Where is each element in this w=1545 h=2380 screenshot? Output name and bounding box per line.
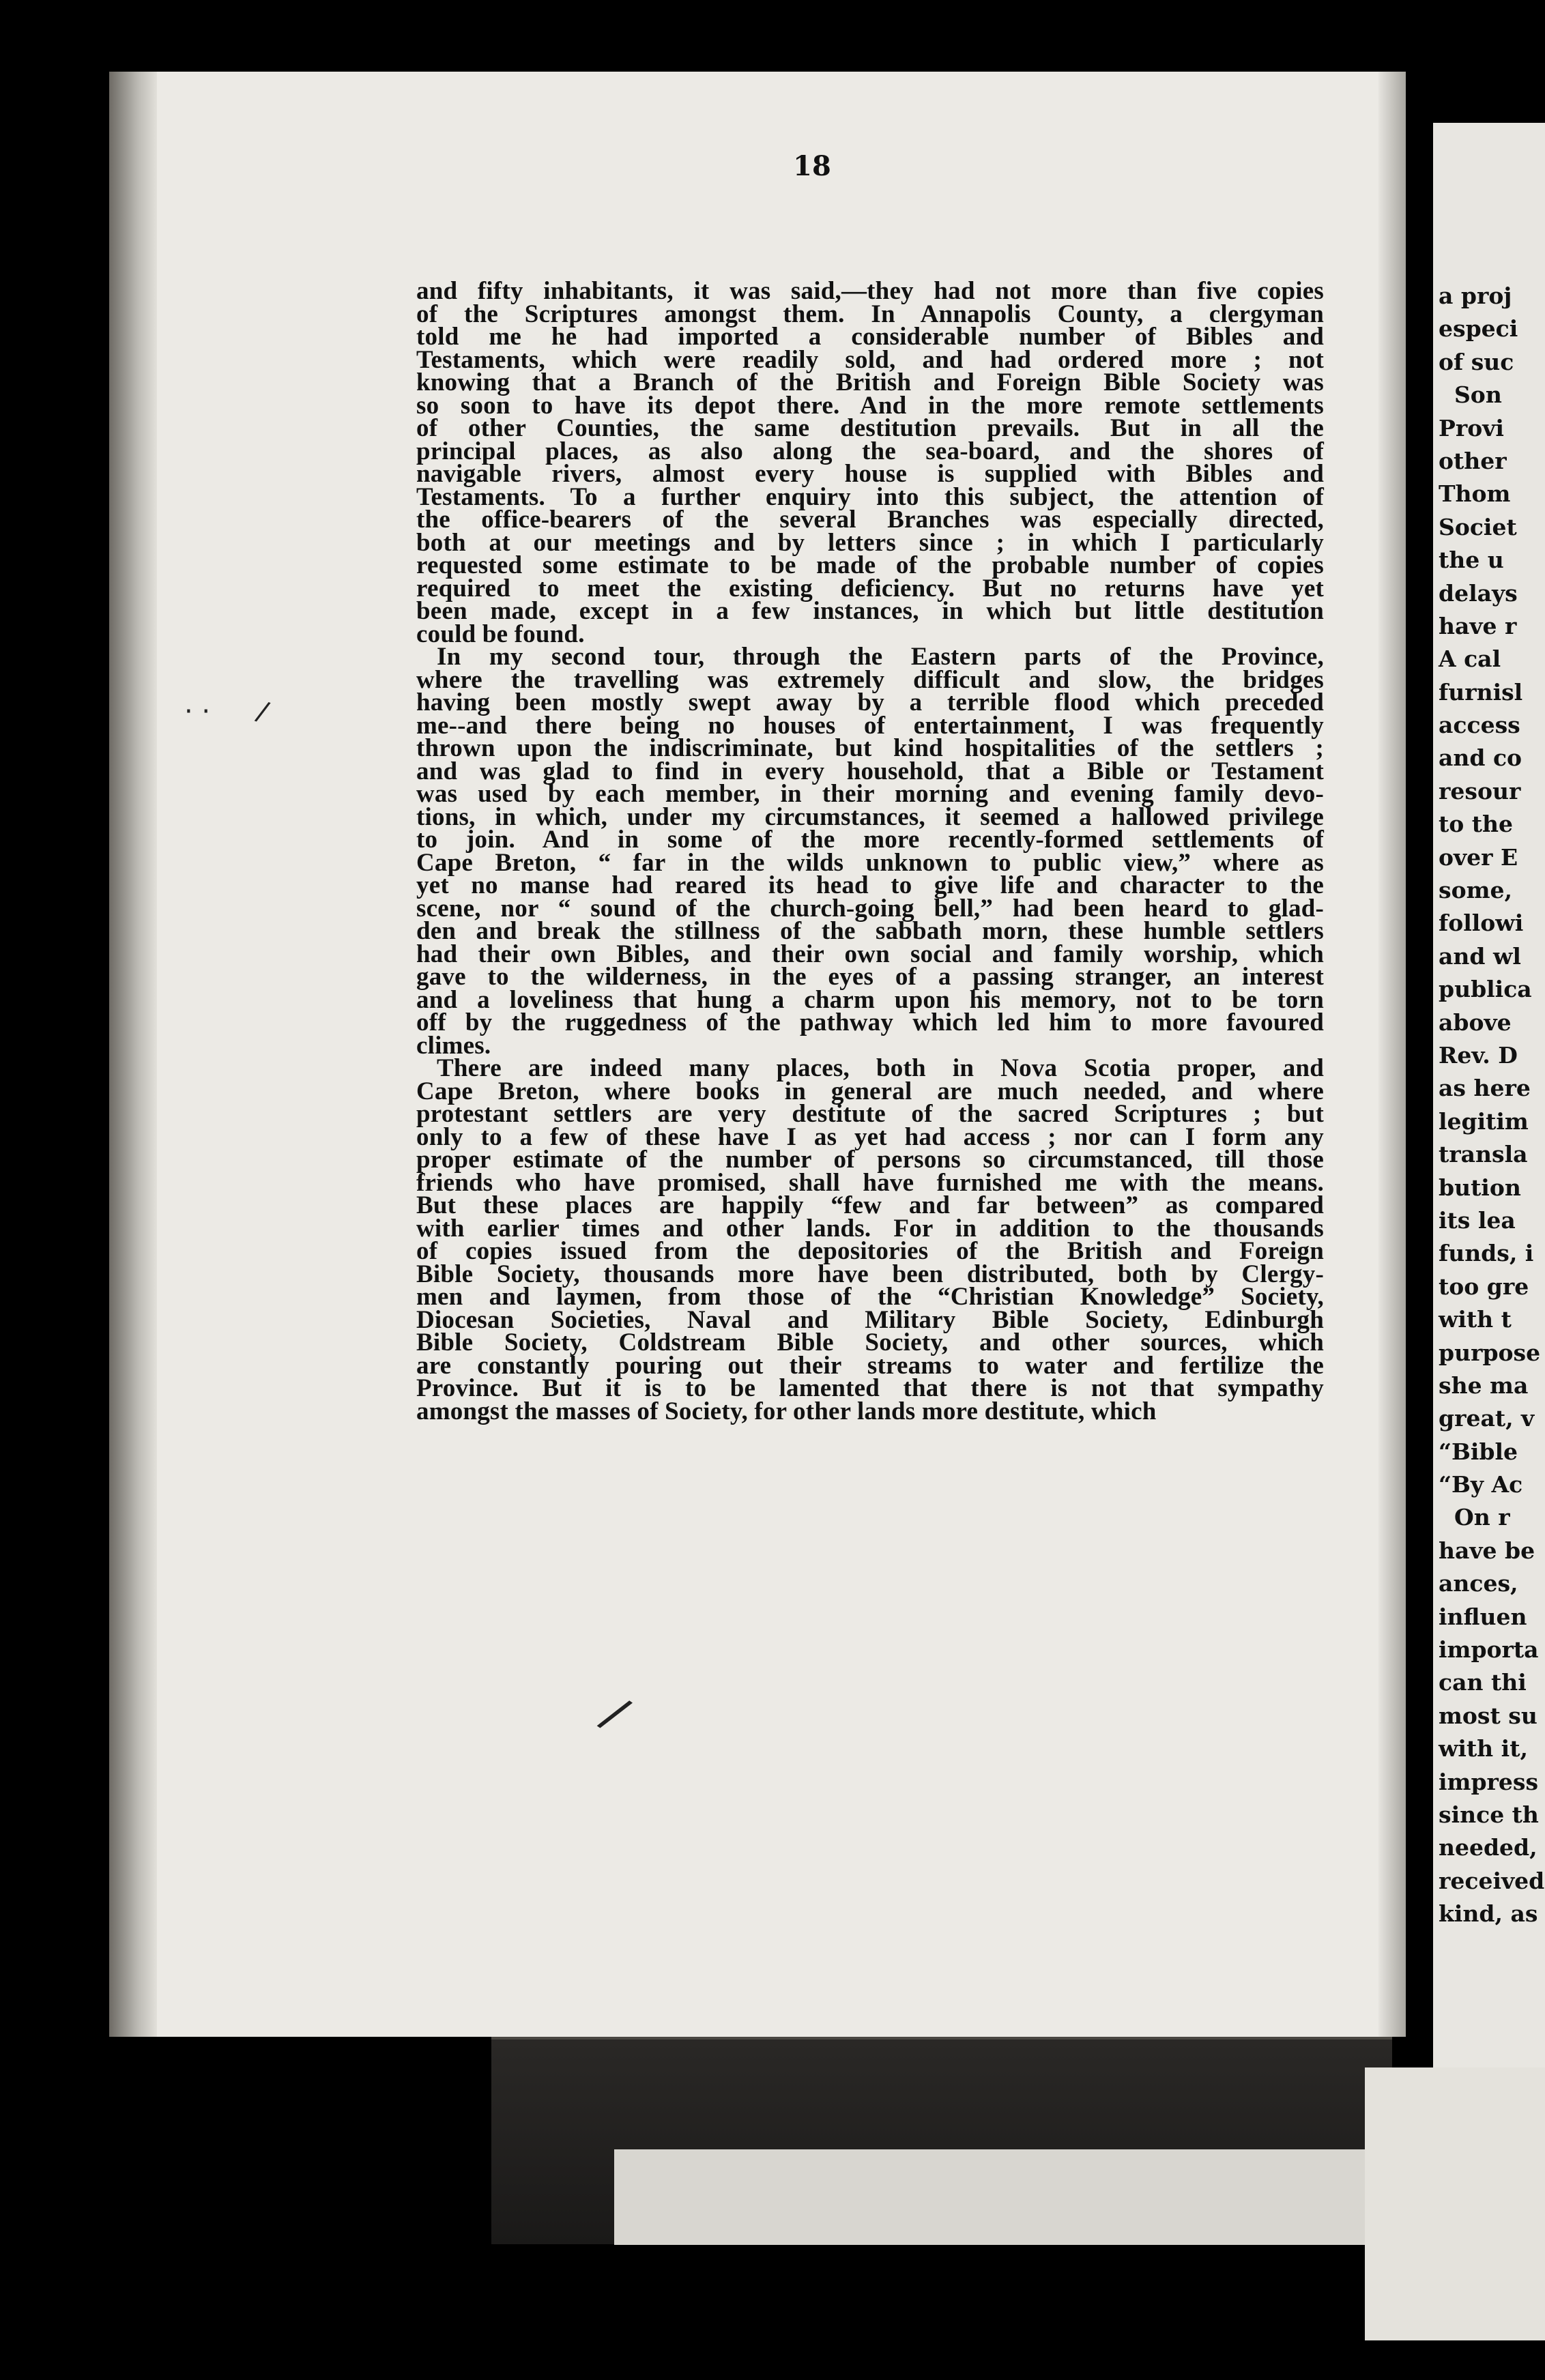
text-line: Cape Breton, “ far in the wilds unknown to public view,” where as [416,848,1324,877]
facing-page-line: some, [1439,877,1512,904]
facing-page-line: needed, [1439,1834,1537,1861]
facing-page-line: transla [1439,1141,1528,1168]
text-line: In my second tour, through the Eastern parts of the Province, [437,643,1324,671]
facing-page-line: A cal [1439,645,1501,673]
facing-page-line: above [1439,1008,1512,1036]
text-line: climes. [416,1031,491,1060]
text-line: thrown upon the indiscriminate, but kind hospitalities of the settlers ; [416,734,1324,762]
facing-page-line: Thom [1439,480,1511,508]
facing-page-line: too gre [1439,1273,1529,1300]
facing-page-line: ances, [1439,1570,1518,1597]
text-line: the office-bearers of the several Branches was especially directed, [416,506,1324,534]
page-body-text [416,277,1324,1425]
text-line: navigable rivers, almost every house is supplied with Bibles and [416,460,1324,488]
text-line: was used by each member, in their morning and evening family devo- [416,780,1324,808]
text-line: den and break the stillness of the sabbath morn, these humble settlers [416,917,1324,945]
text-line: knowing that a Branch of the British and Foreign Bible Society was [416,368,1324,396]
text-line: and a loveliness that hung a charm upon his memory, not to be torn [416,985,1324,1014]
text-line: both at our meetings and by letters since ; in which I particularly [416,528,1324,557]
text-line: and fifty inhabitants, it was said,—they had not more than five copies [416,277,1324,305]
page-number: 18 [793,150,831,182]
text-line: Cape Breton, where books in general are much needed, and where [416,1077,1324,1105]
facing-page-line: legitim [1439,1107,1529,1135]
margin-pencil-stroke: / [252,695,272,728]
text-line: and was glad to find in every household, that a Bible or Testament [416,757,1324,785]
text-line: having been mostly swept away by a terrible flood which preceded [416,688,1324,716]
facing-page-line: Son [1439,381,1502,409]
facing-page-line: to the [1439,811,1513,838]
binding-strip-paper [614,2149,1378,2245]
facing-page-line: received [1439,1867,1545,1894]
text-line: protestant settlers are very destitute of the sacred Scriptures ; but [416,1100,1324,1128]
text-line: of the Scriptures amongst them. In Annapolis County, a clergyman [416,300,1324,328]
facing-page-line: most su [1439,1702,1537,1729]
facing-page-line: with t [1439,1306,1512,1333]
text-line: to join. And in some of the more recently-formed settlements of [416,826,1324,854]
facing-page-line: funds, i [1439,1240,1534,1267]
text-line: are constantly pouring out their streams to water and fertilize the [416,1351,1324,1380]
facing-page-line: the u [1439,547,1504,574]
facing-page-line: “Bible [1439,1438,1518,1465]
text-line: off by the ruggedness of the pathway which led him to more favoured [416,1008,1324,1036]
facing-page-line: she ma [1439,1372,1529,1399]
text-line: gave to the wilderness, in the eyes of a passing stranger, an interest [416,963,1324,991]
facing-page-line: On r [1439,1504,1510,1531]
facing-page-line: and wl [1439,942,1521,970]
facing-page-line: impress [1439,1768,1539,1795]
text-line: requested some estimate to be made of the probable number of copies [416,551,1324,579]
text-line: told me he had imported a considerable number of Bibles and [416,323,1324,351]
facing-page-line: Provi [1439,414,1504,441]
text-line: been made, except in a few instances, in which but little destitution [416,597,1324,625]
facing-page-line: over E [1439,843,1518,871]
text-line: me--and there being no houses of entertainment, I was frequently [416,711,1324,740]
facing-page-line: publica [1439,976,1532,1003]
text-line: There are indeed many places, both in Nova Scotia proper, and [437,1054,1324,1082]
text-line: proper estimate of the number of persons so circumstanced, till those [416,1146,1324,1174]
facing-page-line: its lea [1439,1206,1516,1234]
facing-page-line: Rev. D [1439,1041,1518,1069]
facing-page-line: bution [1439,1174,1521,1201]
facing-page-line: delays [1439,579,1518,607]
facing-page-line: with it, [1439,1735,1528,1762]
text-line: had their own Bibles, and their own social and family worship, which [416,940,1324,968]
text-line: tions, in which, under my circumstances, it seemed a hallowed privilege [416,802,1324,831]
facing-page-line: other [1439,447,1507,474]
text-line: Diocesan Societies, Naval and Military Bible Society, Edinburgh [416,1305,1324,1334]
text-line: friends who have promised, shall have furnished me with the means. [416,1168,1324,1197]
text-line: of copies issued from the depositories of the British and Foreign [416,1237,1324,1265]
text-line: But these places are happily “few and far between” as compared [416,1191,1324,1219]
facing-page-line: a proj [1439,282,1512,309]
margin-pencil-stroke: / [592,1685,638,1741]
facing-page-line: followi [1439,910,1524,937]
text-line: Bible Society, thousands more have been distributed, both by Clergy- [416,1260,1324,1288]
facing-page-line: can thi [1439,1669,1527,1696]
text-line: yet no manse had reared its head to give life and character to the [416,871,1324,899]
text-line: only to a few of these have I as yet had access ; nor can I form any [416,1122,1324,1151]
facing-page-line: since th [1439,1801,1539,1828]
facing-page-line: access [1439,712,1520,739]
text-line: could be found. [416,620,585,648]
margin-pencil-mark: · · [184,696,211,727]
page-gutter-shadow [1378,72,1406,2037]
text-line: men and laymen, from those of the “Christian Knowledge” Society, [416,1283,1324,1311]
facing-page-line: furnisl [1439,678,1523,706]
text-line: Testaments. To a further enquiry into this subject, the attention of [416,482,1324,511]
text-line: of other Counties, the same destitution prevails. But in all the [416,414,1324,442]
text-line: amongst the masses of Society, for other lands more destitute, which [416,1397,1157,1425]
facing-page-line: great, v [1439,1405,1535,1432]
facing-page-line: as here [1439,1075,1531,1102]
facing-page-line: resour [1439,777,1521,804]
facing-page-line: especi [1439,315,1518,343]
page-fold-shadow [109,72,157,2037]
facing-page-text [1433,123,1544,1931]
facing-page-line: “By Ac [1439,1471,1523,1498]
text-line: scene, nor “ sound of the church-going bell,” had been heard to glad- [416,894,1324,923]
text-line: with earlier times and other lands. For in addition to the thousands [416,1214,1324,1243]
text-line: principal places, as also along the sea-board, and the shores of [416,437,1324,465]
facing-page-lower [1365,2067,1545,2340]
facing-page-line: of suc [1439,348,1514,375]
text-line: where the travelling was extremely difficult and slow, the bridges [416,665,1324,694]
facing-page-line: importa [1439,1636,1539,1664]
facing-page-line: Societ [1439,513,1517,540]
text-line: Bible Society, Coldstream Bible Society, and other sources, which [416,1329,1324,1356]
text-line: required to meet the existing deficiency. But no returns have yet [416,574,1324,603]
facing-page-line: purpose [1439,1339,1541,1366]
facing-page-line: and co [1439,744,1522,772]
facing-page-line: have r [1439,612,1517,639]
text-line: Testaments, which were readily sold, and had ordered more ; not [416,345,1324,374]
facing-page [1433,123,1545,2067]
facing-page-line: kind, as [1439,1900,1538,1928]
text-line: so soon to have its depot there. And in the more remote settlements [416,391,1324,420]
facing-page-line: influen [1439,1603,1527,1630]
facing-page-line: have be [1439,1537,1535,1564]
text-line: Province. But it is to be lamented that there is not that sympathy [416,1374,1324,1402]
